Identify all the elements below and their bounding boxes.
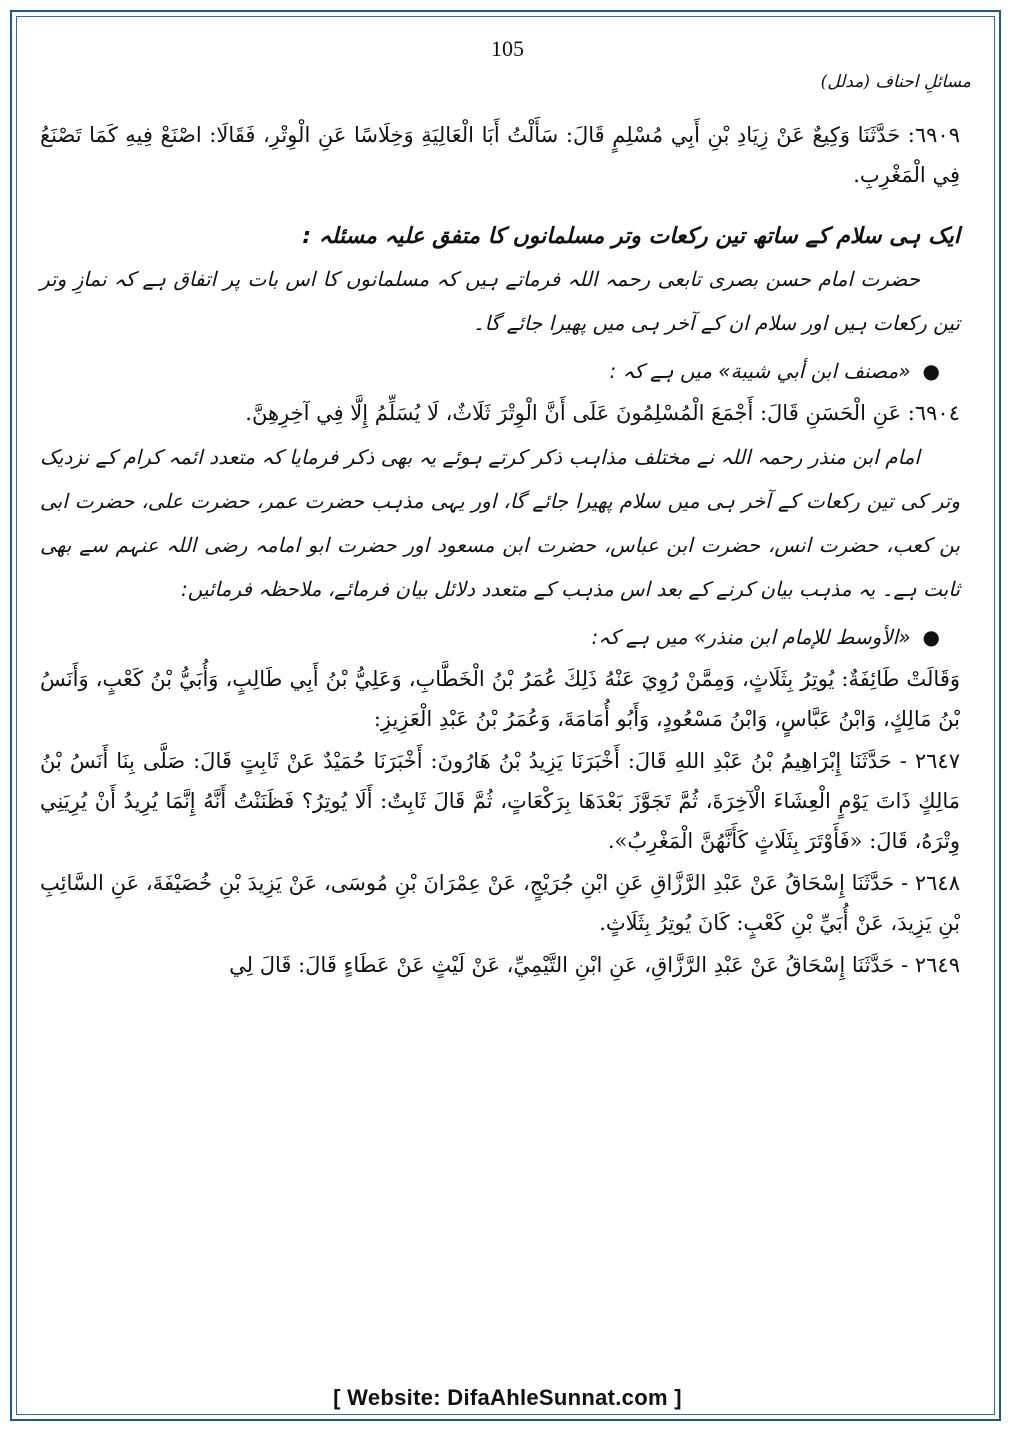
hadith-2647: ٢٦٤٧ - حَدَّثَنَا إِبْرَاهِيمُ بْنُ عَبْدِ اللهِ قَالَ: أَخْبَرَنَا يَزِيدُ بْنُ هَارُونَ: أَخْبَرَنَا حُمَيْدٌ عَنْ ثَابِتٍ قَالَ: صَلَّى بِنَا أَنَسُ بْنُ مَالِكٍ ذَاتَ يَوْمٍ الْعِشَاءَ الْآخِرَةَ، ثُمَّ تَجَوَّزَ بَعْدَهَا بِرَكْعَاتٍ، ثُمَّ قَالَ ثَابِتٌ: أَلَا يُوتِرُ؟ فَظَنَنْتُ أَنَّهُ إِنَّمَا يُرِيدُ أَنْ يُرِيَنِي وِتْرَهُ، قَالَ: «فَأَوْتَرَ بِثَلَاثٍ كَأَنَّهُنَّ الْمَغْرِبُ». — [40, 749, 960, 853]
page-number: 105 — [491, 36, 524, 61]
bullet-musannaf — [40, 349, 940, 393]
bullet-dot-icon: ● — [922, 625, 940, 649]
hadith-2649: ٢٦٤٩ - حَدَّثَنَا إِسْحَاقُ عَنْ عَبْدِ الرَّزَّاقِ، عَنِ ابْنِ التَّيْمِيِّ، عَنْ لَيْثٍ عَنْ عَطَاءٍ قَالَ: قَالَ لِي — [229, 953, 960, 977]
bullet-ausat-text: «الأوسط للإمام ابن منذر» میں ہے کہ: — [591, 625, 911, 649]
bullet-dot-icon: ● — [922, 359, 940, 383]
running-header: مسائلِ احناف (مدلل) — [820, 72, 971, 92]
paragraph-hasan-basri: حضرت امام حسن بصری تابعی رحمہ اللہ فرماتے ہیں کہ مسلمانوں کا اس بات پر اتفاق ہے کہ نمازِ وتر تین رکعات ہیں اور سلام ان کے آخر ہی میں پھیرا جائے گا۔ — [40, 267, 960, 335]
bullet-ausat — [40, 615, 940, 659]
ausat-text: وَقَالَتْ طَائِفَةٌ: يُوتِرُ بِثَلَاثٍ، وَمِمَّنْ رُوِيَ عَنْهُ ذَلِكَ عُمَرُ بْنُ الْخَطَّابِ، وَعَلِيُّ بْنُ أَبِي طَالِبٍ، وَأُبَيُّ بْنُ كَعْبٍ، وَأَنَسُ بْنُ مَالِكٍ، وَابْنُ عَبَّاسٍ، وَابْنُ مَسْعُودٍ، وَأَبُو أُمَامَةَ، وَعُمَرُ بْنُ عَبْدِ الْعَزِيزِ: — [40, 667, 960, 731]
page-content — [40, 115, 960, 987]
website-footer: [ Website: DifaAhleSunnat.com ] — [333, 1385, 682, 1410]
paragraph-ibn-mundhir: امام ابن منذر رحمہ اللہ نے مختلف مذاہب ذکر کرتے ہوئے یہ بھی ذکر فرمایا کہ متعدد ائمہ کرام کے نزدیک وتر کی تین رکعات کے آخر ہی میں سلام پھیرا جائے گا، اور یہی مذہب حضرت عمر، حضرت علی، حضرت ابی بن کعب، حضرت انس، حضرت ابن عباس، حضرت ابن مسعود اور حضرت ابو امامہ رضی اللہ عنہم سے بھی ثابت ہے۔ یہ مذہب بیان کرنے کے بعد اس مذہب کے متعدد دلائل بیان فرمائے، ملاحظہ فرمائیں: — [40, 445, 960, 601]
hadith-6909: ٦٩٠٩: حَدَّثَنَا وَكِيعٌ عَنْ زِيَادِ بْنِ أَبِي مُسْلِمٍ قَالَ: سَأَلْتُ أَبَا الْعَالِيَةِ وَخِلَاسًا عَنِ الْوِتْرِ، فَقَالَا: اصْنَعْ فِيهِ كَمَا تَصْنَعُ فِي الْمَغْرِبِ. — [40, 123, 960, 187]
section-heading: ایک ہی سلام کے ساتھ تین رکعات وتر مسلمانوں کا متفق علیہ مسئلہ : — [302, 224, 960, 249]
bullet-musannaf-text: «مصنف ابن أبي شيبة» میں ہے کہ : — [609, 359, 911, 383]
hadith-6904: ٦٩٠٤: عَنِ الْحَسَنِ قَالَ: أَجْمَعَ الْمُسْلِمُونَ عَلَى أَنَّ الْوِتْرَ ثَلَاثٌ، لَا يُسَلِّمُ إِلَّا فِي آخِرِهِنَّ. — [245, 401, 960, 425]
hadith-2648: ٢٦٤٨ - حَدَّثَنَا إِسْحَاقُ عَنْ عَبْدِ الرَّزَّاقِ عَنِ ابْنِ جُرَيْجٍ، عَنْ عِمْرَانَ بْنِ مُوسَى، عَنْ يَزِيدَ بْنِ خُصَيْفَةَ، عَنِ السَّائِبِ بْنِ يَزِيدَ، عَنْ أُبَيِّ بْنِ كَعْبٍ: كَانَ يُوتِرُ بِثَلَاثٍ. — [40, 871, 960, 935]
